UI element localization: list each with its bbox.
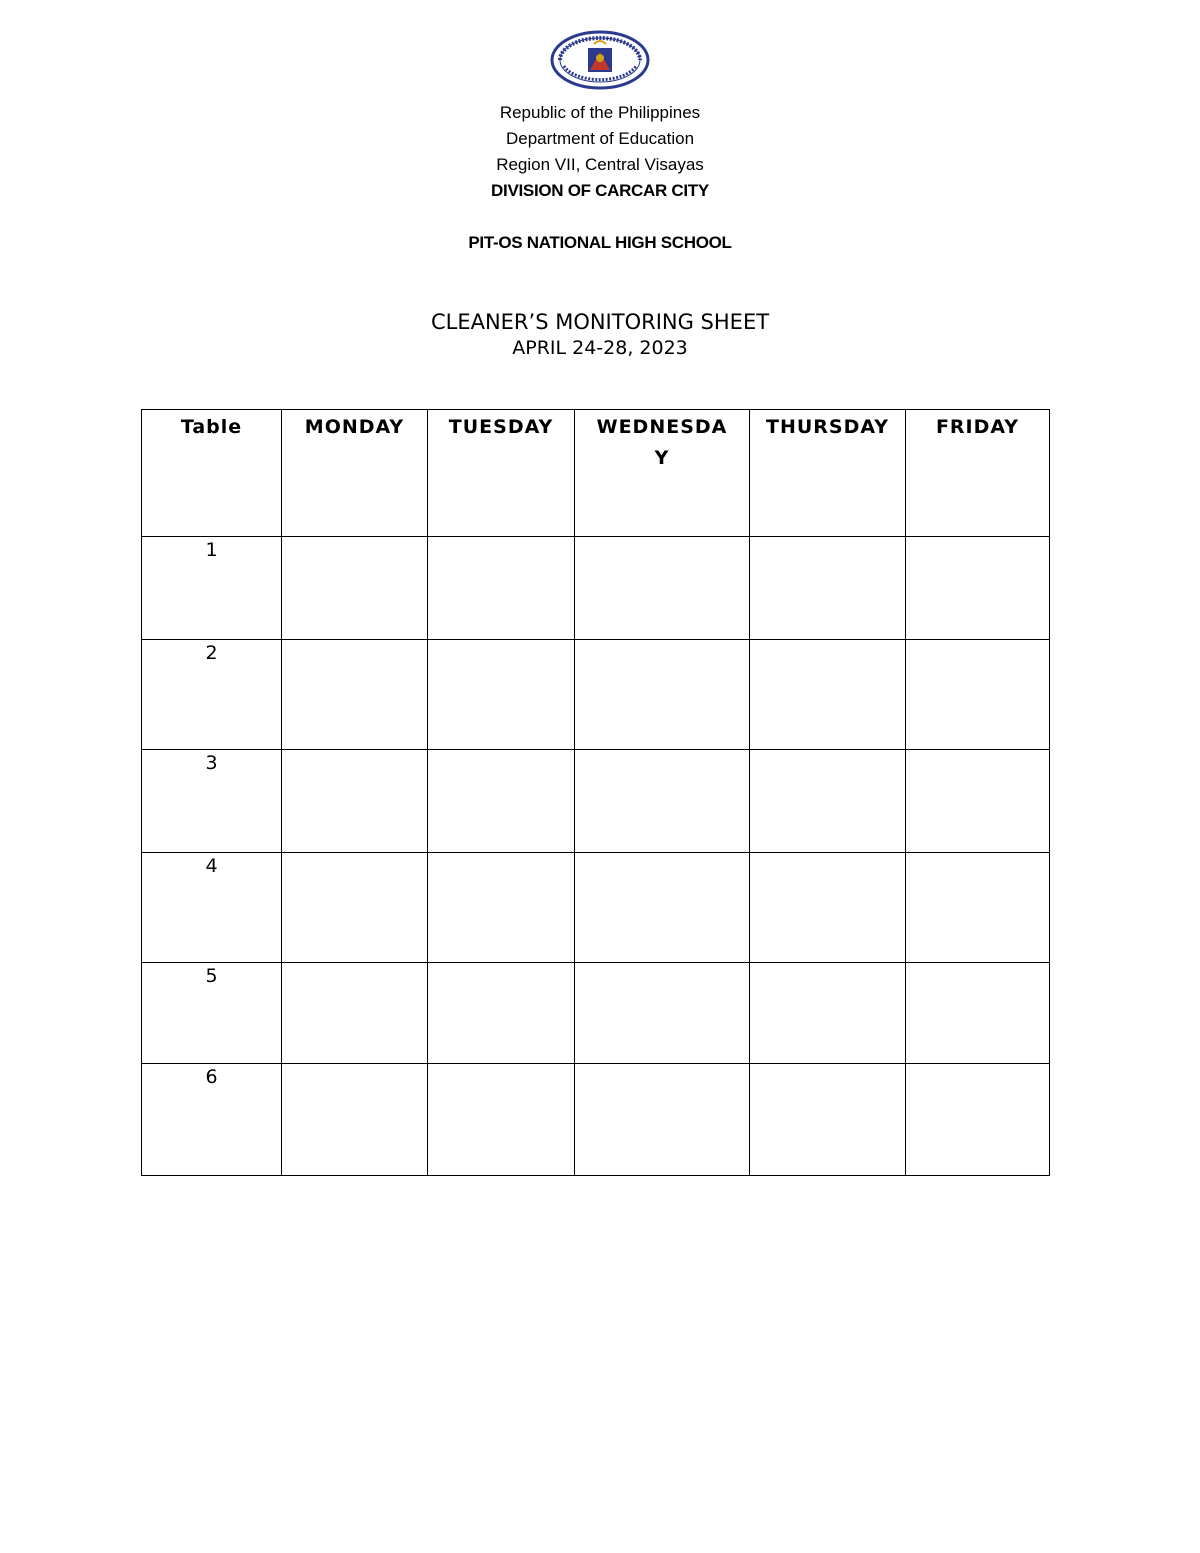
table-row xyxy=(142,853,1050,963)
column-header-table: Table xyxy=(142,410,282,537)
cell-tuesday xyxy=(428,537,575,640)
cell-wednesday xyxy=(575,853,750,963)
division-line: DIVISION OF CARCAR CITY xyxy=(491,181,709,200)
cell-monday xyxy=(282,750,428,853)
column-header-thursday: THURSDAY xyxy=(750,410,906,537)
table-row xyxy=(142,1064,1050,1176)
table-row xyxy=(142,963,1050,1064)
column-header-monday: MONDAY xyxy=(282,410,428,537)
row-label: 2 xyxy=(142,640,282,750)
cell-friday xyxy=(906,1064,1050,1176)
cell-tuesday xyxy=(428,963,575,1064)
cell-wednesday xyxy=(575,750,750,853)
table-row xyxy=(142,537,1050,640)
table-row xyxy=(142,640,1050,750)
cell-monday xyxy=(282,853,428,963)
cell-wednesday xyxy=(575,537,750,640)
cell-thursday xyxy=(750,750,906,853)
row-label: 4 xyxy=(142,853,282,963)
deped-seal-logo xyxy=(550,30,650,90)
cell-tuesday xyxy=(428,853,575,963)
cell-wednesday xyxy=(575,1064,750,1176)
row-label: 3 xyxy=(142,750,282,853)
cell-monday xyxy=(282,537,428,640)
row-label: 6 xyxy=(142,1064,282,1176)
republic-line: Republic of the Philippines xyxy=(499,103,701,122)
cell-friday xyxy=(906,640,1050,750)
title-block xyxy=(0,308,1200,360)
column-header-friday: FRIDAY xyxy=(906,410,1050,537)
cell-friday xyxy=(906,963,1050,1064)
table-row xyxy=(142,750,1050,853)
cell-friday xyxy=(906,750,1050,853)
cell-monday xyxy=(282,1064,428,1176)
cell-friday xyxy=(906,853,1050,963)
region-line: Region VII, Central Visayas xyxy=(496,155,704,174)
table-header-row xyxy=(142,410,1050,537)
department-line: Department of Education xyxy=(505,129,695,148)
cell-monday xyxy=(282,640,428,750)
cell-friday xyxy=(906,537,1050,640)
cell-wednesday xyxy=(575,640,750,750)
cell-tuesday xyxy=(428,750,575,853)
cell-tuesday xyxy=(428,640,575,750)
date-range: APRIL 24-28, 2023 xyxy=(512,337,688,359)
row-label: 1 xyxy=(142,537,282,640)
cell-thursday xyxy=(750,537,906,640)
school-name: PIT-OS NATIONAL HIGH SCHOOL xyxy=(468,233,732,252)
row-label: 5 xyxy=(142,963,282,1064)
cell-thursday xyxy=(750,963,906,1064)
cell-tuesday xyxy=(428,1064,575,1176)
cell-wednesday xyxy=(575,963,750,1064)
column-header-tuesday: TUESDAY xyxy=(428,410,575,537)
cell-thursday xyxy=(750,1064,906,1176)
cell-thursday xyxy=(750,853,906,963)
cell-thursday xyxy=(750,640,906,750)
cell-monday xyxy=(282,963,428,1064)
letterhead xyxy=(0,100,1200,256)
monitoring-table xyxy=(141,409,1050,1176)
document-title: CLEANER’S MONITORING SHEET xyxy=(430,310,770,334)
column-header-wednesday: WEDNESDAY xyxy=(575,410,750,537)
